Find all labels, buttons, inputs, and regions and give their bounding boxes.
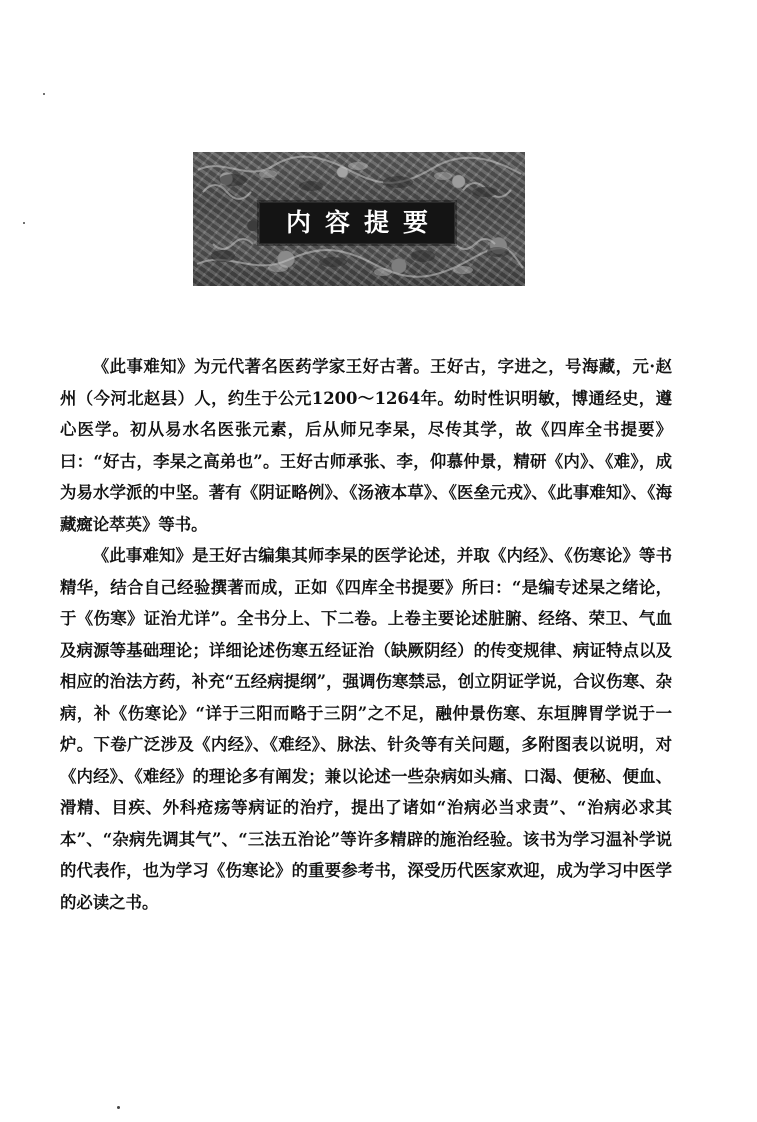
paragraph: 《此事难知》是王好古编集其师李杲的医学论述，并取《内经》、《伤寒论》等书精华，结合自己经验撰著而成，正如《四库全书提要》所曰：“是编专述杲之绪论，于《伤寒》证治尤详”。全书分上、下二卷。上卷主要论述脏腑、经络、荣卫、气血及病源等基础理论；详细论述伤寒五经证治（缺厥阴经）的传变规律、病证特点以及相应的治法方药，补充“五经病提纲”，强调伤寒禁忌，创立阴证学说，合议伤寒、杂病，补《伤寒论》“详于三阳而略于三阴”之不足，融仲景伤寒、东垣脾胃学说于一炉。下卷广泛涉及《内经》、《难经》、脉法、针灸等有关问题，多附图表以说明，对《内经》、《难经》的理论多有阐发；兼以论述一些杂病如头痛、口渴、便秘、便血、滑精、目疾、外科疮疡等病证的治疗，提出了诸如“治病必当求责”、“治病必求其本”、“杂病先调其气”、“三法五治论”等许多精辟的施治经验。该书为学习温补学说的代表作，也为学习《伤寒论》的重要参考书，深受历代医家欢迎，成为学习中医学的必读之书。 — [60, 546, 672, 912]
header-banner — [193, 152, 525, 286]
summary-body — [60, 351, 672, 918]
banner-title: 内容提要 — [259, 202, 455, 244]
paragraph: 《此事难知》为元代著名医药学家王好古著。王好古，字进之，号海藏，元·赵州（今河北赵县）人，约生于公元1200～1264年。幼时性识明敏，博通经史，遵心医学。初从易水名医张元素，后从师兄李杲，尽传其学，故《四库全书提要》曰：“好古，李杲之高弟也”。王好古师承张、李，仰慕仲景，精研《内》、《难》，成为易水学派的中坚。著有《阴证略例》、《汤液本草》、《医垒元戎》、《此事难知》、《海藏癍论萃英》等书。 — [60, 357, 672, 534]
scan-speck — [117, 1106, 120, 1109]
scan-speck — [43, 93, 45, 95]
scan-speck — [23, 222, 25, 224]
